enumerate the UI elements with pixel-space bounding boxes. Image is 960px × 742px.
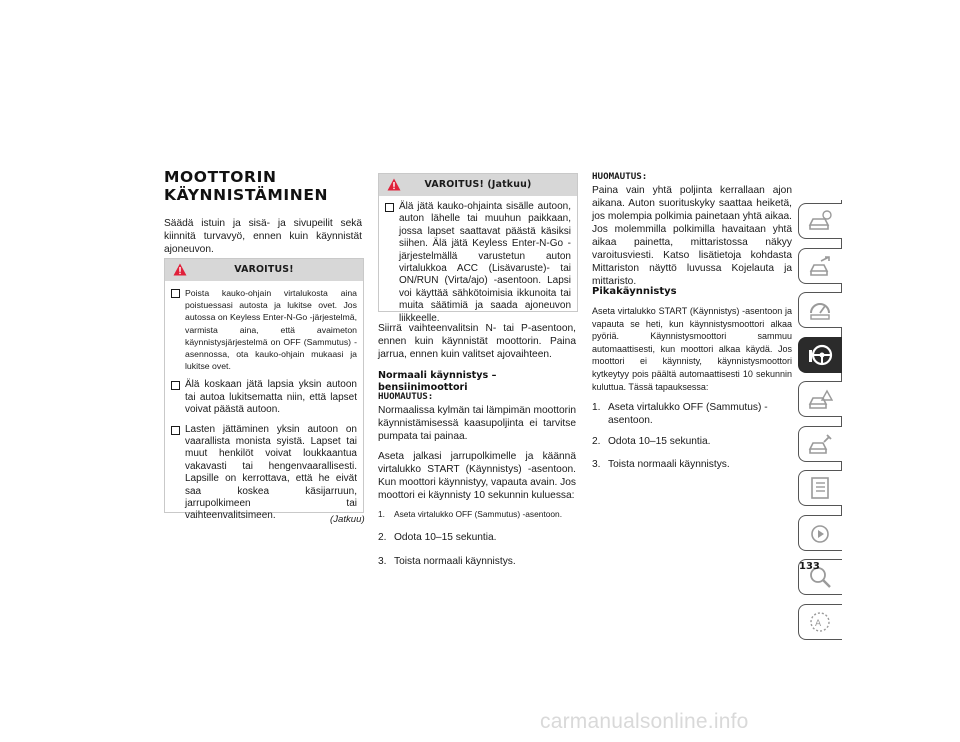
roadside-warning-icon bbox=[807, 386, 833, 412]
chapter-tab[interactable] bbox=[798, 248, 842, 284]
note-text: Paina vain yhtä poljinta kerrallaan ajon aikana. Auton suorituskyky saattaa heiketä, jos molempia polkimia painetaan yhtä aikaa. Jos molemmilla polkimilla havaitaan yhtä aikaa painetta, mittaristossa näkyy varoitusviesti. Katso lisätietoja kohdasta Mittariston näyttö luvussa Kojelauta ja mittaristo. bbox=[592, 185, 792, 287]
warning-heading: VAROITUS! bbox=[234, 264, 294, 275]
warning-box-continued bbox=[378, 173, 578, 324]
list-item: 2. Odota 10–15 sekuntia. bbox=[592, 436, 711, 447]
checkbox-bullet-icon bbox=[385, 203, 394, 212]
chapter-tab[interactable] bbox=[798, 604, 842, 640]
continued-label: (Jatkuu) bbox=[330, 514, 365, 525]
note-heading: HUOMAUTUS: bbox=[592, 171, 648, 182]
paragraph-gear: Siirrä vaihteenvalitsin N- tai P-asentoon, ennen kuin käynnistät moottorin. Paina jarrua, ennen kuin valitset ajovaihteen. bbox=[378, 323, 576, 360]
chapter-tab[interactable] bbox=[798, 426, 842, 462]
list-item: 1. Aseta virtalukko OFF (Sammutus) -asentoon. bbox=[592, 402, 768, 426]
watermark: carmanualsonline.info bbox=[540, 710, 749, 733]
note-heading: HUOMAUTUS: bbox=[378, 391, 434, 402]
title-line-2: KÄYNNISTÄMINEN bbox=[164, 186, 329, 204]
dashboard-gauge-icon bbox=[807, 297, 833, 323]
quick-start-text: Aseta virtalukko START (Käynnistys) -asentoon ja vapauta se heti, kun käynnistysmoottori alkaa pyöriä. Käynnistysmoottori sammuu automaattisesti, kun moottori alkaa käydä. Jos moottori ei käynnisty, käynnistysmoottori kytkeytyy pois päältä automaattisesti 10 sekunnin kuluttua. Tässä tapauksessa: bbox=[592, 306, 792, 392]
step-list bbox=[378, 508, 576, 568]
page-number: 133 bbox=[799, 561, 820, 572]
chapter-tab[interactable] bbox=[798, 381, 842, 417]
note-text: Normaalissa kylmän tai lämpimän moottorin käynnistämisessä kaasupoljinta ei tarvitse pumpata tai painaa. bbox=[378, 405, 576, 442]
intro-paragraph: Säädä istuin ja sisä- ja sivupeilit sekä kiinnitä turvavyö, ennen kuin käynnistät ajoneuvon. bbox=[164, 218, 362, 255]
multimedia-icon bbox=[807, 520, 833, 546]
warning-item: Lasten jättäminen yksin autoon on vaarallista monista syistä. Lapset tai muut henkilöt voivat loukkaantua vakavasti tai hengenvaarallisesti. Lapsille on kerrottava, että he eivät saa koskea käsijarruun, jarrupolkimeen tai vaihteenvalitsimeen. bbox=[171, 424, 357, 523]
paragraph-start-procedure: Aseta jalkasi jarrupolkimelle ja käännä virtalukko START (Käynnistys) -asentoon. Kun moottori käynnistyy, vapauta avain. Jos moottori ei käynnisty 10 sekunnin kuluessa: bbox=[378, 451, 577, 501]
chapter-tab[interactable] bbox=[798, 203, 842, 239]
section-heading-normal-start: Normaali käynnistys – bensiinimoottori bbox=[378, 370, 497, 393]
language-icon bbox=[807, 609, 833, 635]
warning-header bbox=[165, 259, 363, 281]
warning-item: Älä koskaan jätä lapsia yksin autoon tai autoa lukitsematta niin, että lapset voivat päästä autoon. bbox=[171, 379, 357, 416]
page-title bbox=[164, 168, 384, 204]
list-item: 1. Aseta virtalukko OFF (Sammutus) -asentoon. bbox=[378, 509, 563, 519]
warning-item: Poista kauko-ohjain virtalukosta aina poistuessasi autosta ja lukitse ovet. Jos autossa on Keyless Enter-N-Go -järjestelmä, varmista aina, että avaimeton käynnistysjärjestelmä on OFF (Sammutus) -asennossa, ota kauko-ohjain mukaasi ja lukitse ovet. bbox=[171, 287, 357, 372]
chapter-tab[interactable] bbox=[798, 470, 842, 506]
step-list bbox=[592, 401, 792, 471]
specifications-list-icon bbox=[807, 475, 833, 501]
list-item: 3. Toista normaali käynnistys. bbox=[378, 556, 516, 567]
list-item: 2. Odota 10–15 sekuntia. bbox=[378, 532, 497, 543]
checkbox-bullet-icon bbox=[171, 289, 180, 298]
section-heading-quick-start: Pikakäynnistys bbox=[592, 286, 677, 297]
chapter-tab[interactable] bbox=[798, 292, 842, 328]
car-info-icon bbox=[807, 208, 833, 234]
checkbox-bullet-icon bbox=[171, 381, 180, 390]
chapter-tabs bbox=[798, 203, 842, 648]
checkbox-bullet-icon bbox=[171, 426, 180, 435]
title-line-1: MOOTTORIN bbox=[164, 168, 277, 186]
chapter-tab[interactable] bbox=[798, 515, 842, 551]
svg-text:A: A bbox=[815, 618, 822, 629]
warning-item: Älä jätä kauko-ohjainta sisälle autoon, auton lähelle tai muuhun paikkaan, jossa lapset saattavat päästä käsiksi siihen. Älä jätä Keyless Enter-N-Go -järjestelmällä varustetun auton virtalukkoa ACC (Lisävaruste)- tai ON/RUN (Virta/ajo) -asentoon. Lapsi voi käyttää sähkötoimisia ikkunoita tai muita säätimiä ja saada ajoneuvon liikkeelle. bbox=[385, 201, 571, 325]
warning-heading: VAROITUS! (Jatkuu) bbox=[424, 179, 532, 190]
warning-header bbox=[379, 174, 577, 196]
list-item: 3. Toista normaali käynnistys. bbox=[592, 459, 730, 470]
car-key-icon bbox=[807, 253, 833, 279]
car-service-icon bbox=[807, 431, 833, 457]
steering-wheel-icon bbox=[807, 342, 833, 368]
chapter-tab-active[interactable] bbox=[798, 337, 842, 373]
